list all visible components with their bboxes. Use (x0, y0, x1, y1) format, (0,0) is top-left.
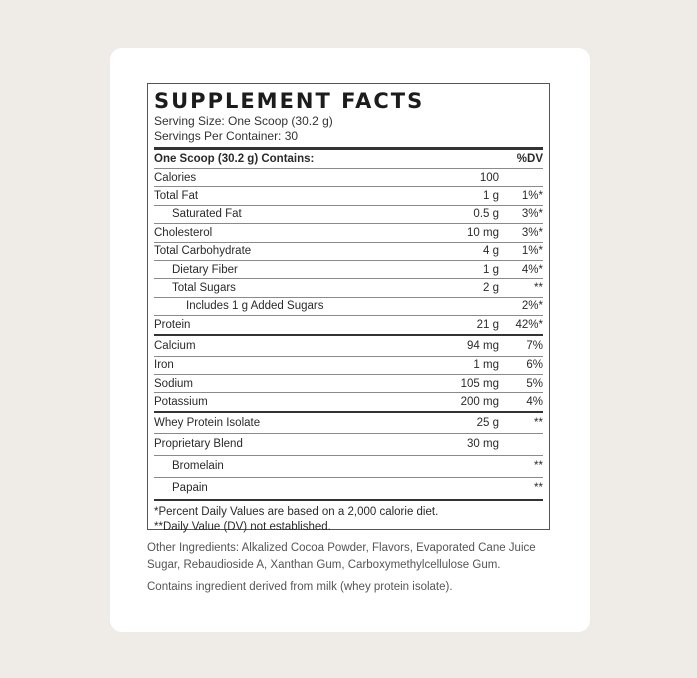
table-row (154, 242, 543, 260)
row-amount: 4 g (483, 245, 499, 258)
row-amount: 1 g (483, 190, 499, 203)
row-name: Total Fat (154, 190, 199, 203)
row-dv: 7% (526, 339, 543, 352)
panel-title: SUPPLEMENT FACTS (154, 89, 425, 113)
row-dv: 1%* (521, 190, 543, 203)
table-row (154, 374, 543, 392)
row-name: Cholesterol (154, 226, 213, 239)
table-row (154, 433, 543, 455)
footnotes (154, 499, 543, 535)
row-dv: 3%* (521, 226, 543, 239)
table-row (154, 260, 543, 278)
table-row (154, 186, 543, 204)
header-dv: %DV (516, 153, 543, 165)
row-dv: ** (534, 460, 543, 473)
row-amount: 25 g (476, 416, 499, 429)
row-amount: 105 mg (460, 377, 499, 390)
table-row (154, 356, 543, 374)
row-name: Dietary Fiber (172, 263, 238, 276)
row-name: Bromelain (172, 460, 224, 473)
row-name: Total Carbohydrate (154, 245, 252, 258)
row-dv: 4% (526, 395, 543, 408)
row-amount: 94 mg (467, 339, 499, 352)
table-row (154, 278, 543, 296)
row-name: Saturated Fat (172, 208, 242, 221)
row-name: Total Sugars (172, 282, 236, 295)
table-row (154, 315, 543, 333)
row-amount: 10 mg (467, 226, 499, 239)
row-dv: ** (534, 282, 543, 295)
row-dv: 42%* (515, 318, 543, 331)
row-dv: 6% (526, 359, 543, 372)
row-amount: 30 mg (467, 438, 499, 451)
table-row (154, 334, 543, 356)
other-ingredients: Other Ingredients: Alkalized Cocoa Powder, Flavors, Evaporated Cane Juice Sugar, Rebaudioside A, Xanthan Gum, Carboxymethylcellulose Gum. (147, 542, 536, 571)
table-row (154, 455, 543, 477)
row-amount: 100 (479, 171, 499, 184)
row-dv: ** (534, 482, 543, 495)
row-name: Calories (154, 171, 197, 184)
row-amount: 1 mg (473, 359, 499, 372)
row-name: Protein (154, 318, 191, 331)
row-amount: 1 g (483, 263, 499, 276)
row-name: Whey Protein Isolate (154, 416, 261, 429)
table-header (154, 147, 543, 168)
row-name: Calcium (154, 339, 196, 352)
table-row (154, 411, 543, 433)
row-dv: ** (534, 416, 543, 429)
row-name: Papain (172, 482, 208, 495)
supplement-facts-panel (147, 83, 550, 533)
footnote-percent-dv: *Percent Daily Values are based on a 2,000 calorie diet. (154, 505, 439, 518)
row-dv: 2%* (521, 300, 543, 313)
footnote-dv-not-established: **Daily Value (DV) not established. (154, 520, 331, 533)
row-name: Proprietary Blend (154, 438, 243, 451)
row-name: Includes 1 g Added Sugars (186, 300, 324, 313)
table-row (154, 392, 543, 410)
row-dv: 4%* (521, 263, 543, 276)
row-name: Potassium (154, 395, 208, 408)
table-row (154, 205, 543, 223)
row-dv: 3%* (521, 208, 543, 221)
header-name: One Scoop (30.2 g) Contains: (154, 153, 315, 165)
table-row (154, 168, 543, 186)
row-amount: 2 g (483, 282, 499, 295)
allergen-note: Contains ingredient derived from milk (whey protein isolate). (147, 581, 453, 593)
servings-per-container: Servings Per Container: 30 (154, 129, 299, 143)
label-card (110, 48, 590, 632)
row-amount: 21 g (476, 318, 499, 331)
table-row (154, 477, 543, 499)
row-name: Iron (154, 359, 174, 372)
serving-size: Serving Size: One Scoop (30.2 g) (154, 114, 333, 128)
row-dv: 1%* (521, 245, 543, 258)
row-dv: 5% (526, 377, 543, 390)
row-amount: 200 mg (460, 395, 499, 408)
table-row (154, 297, 543, 315)
table-row (154, 223, 543, 241)
row-amount: 0.5 g (473, 208, 499, 221)
row-name: Sodium (154, 377, 193, 390)
